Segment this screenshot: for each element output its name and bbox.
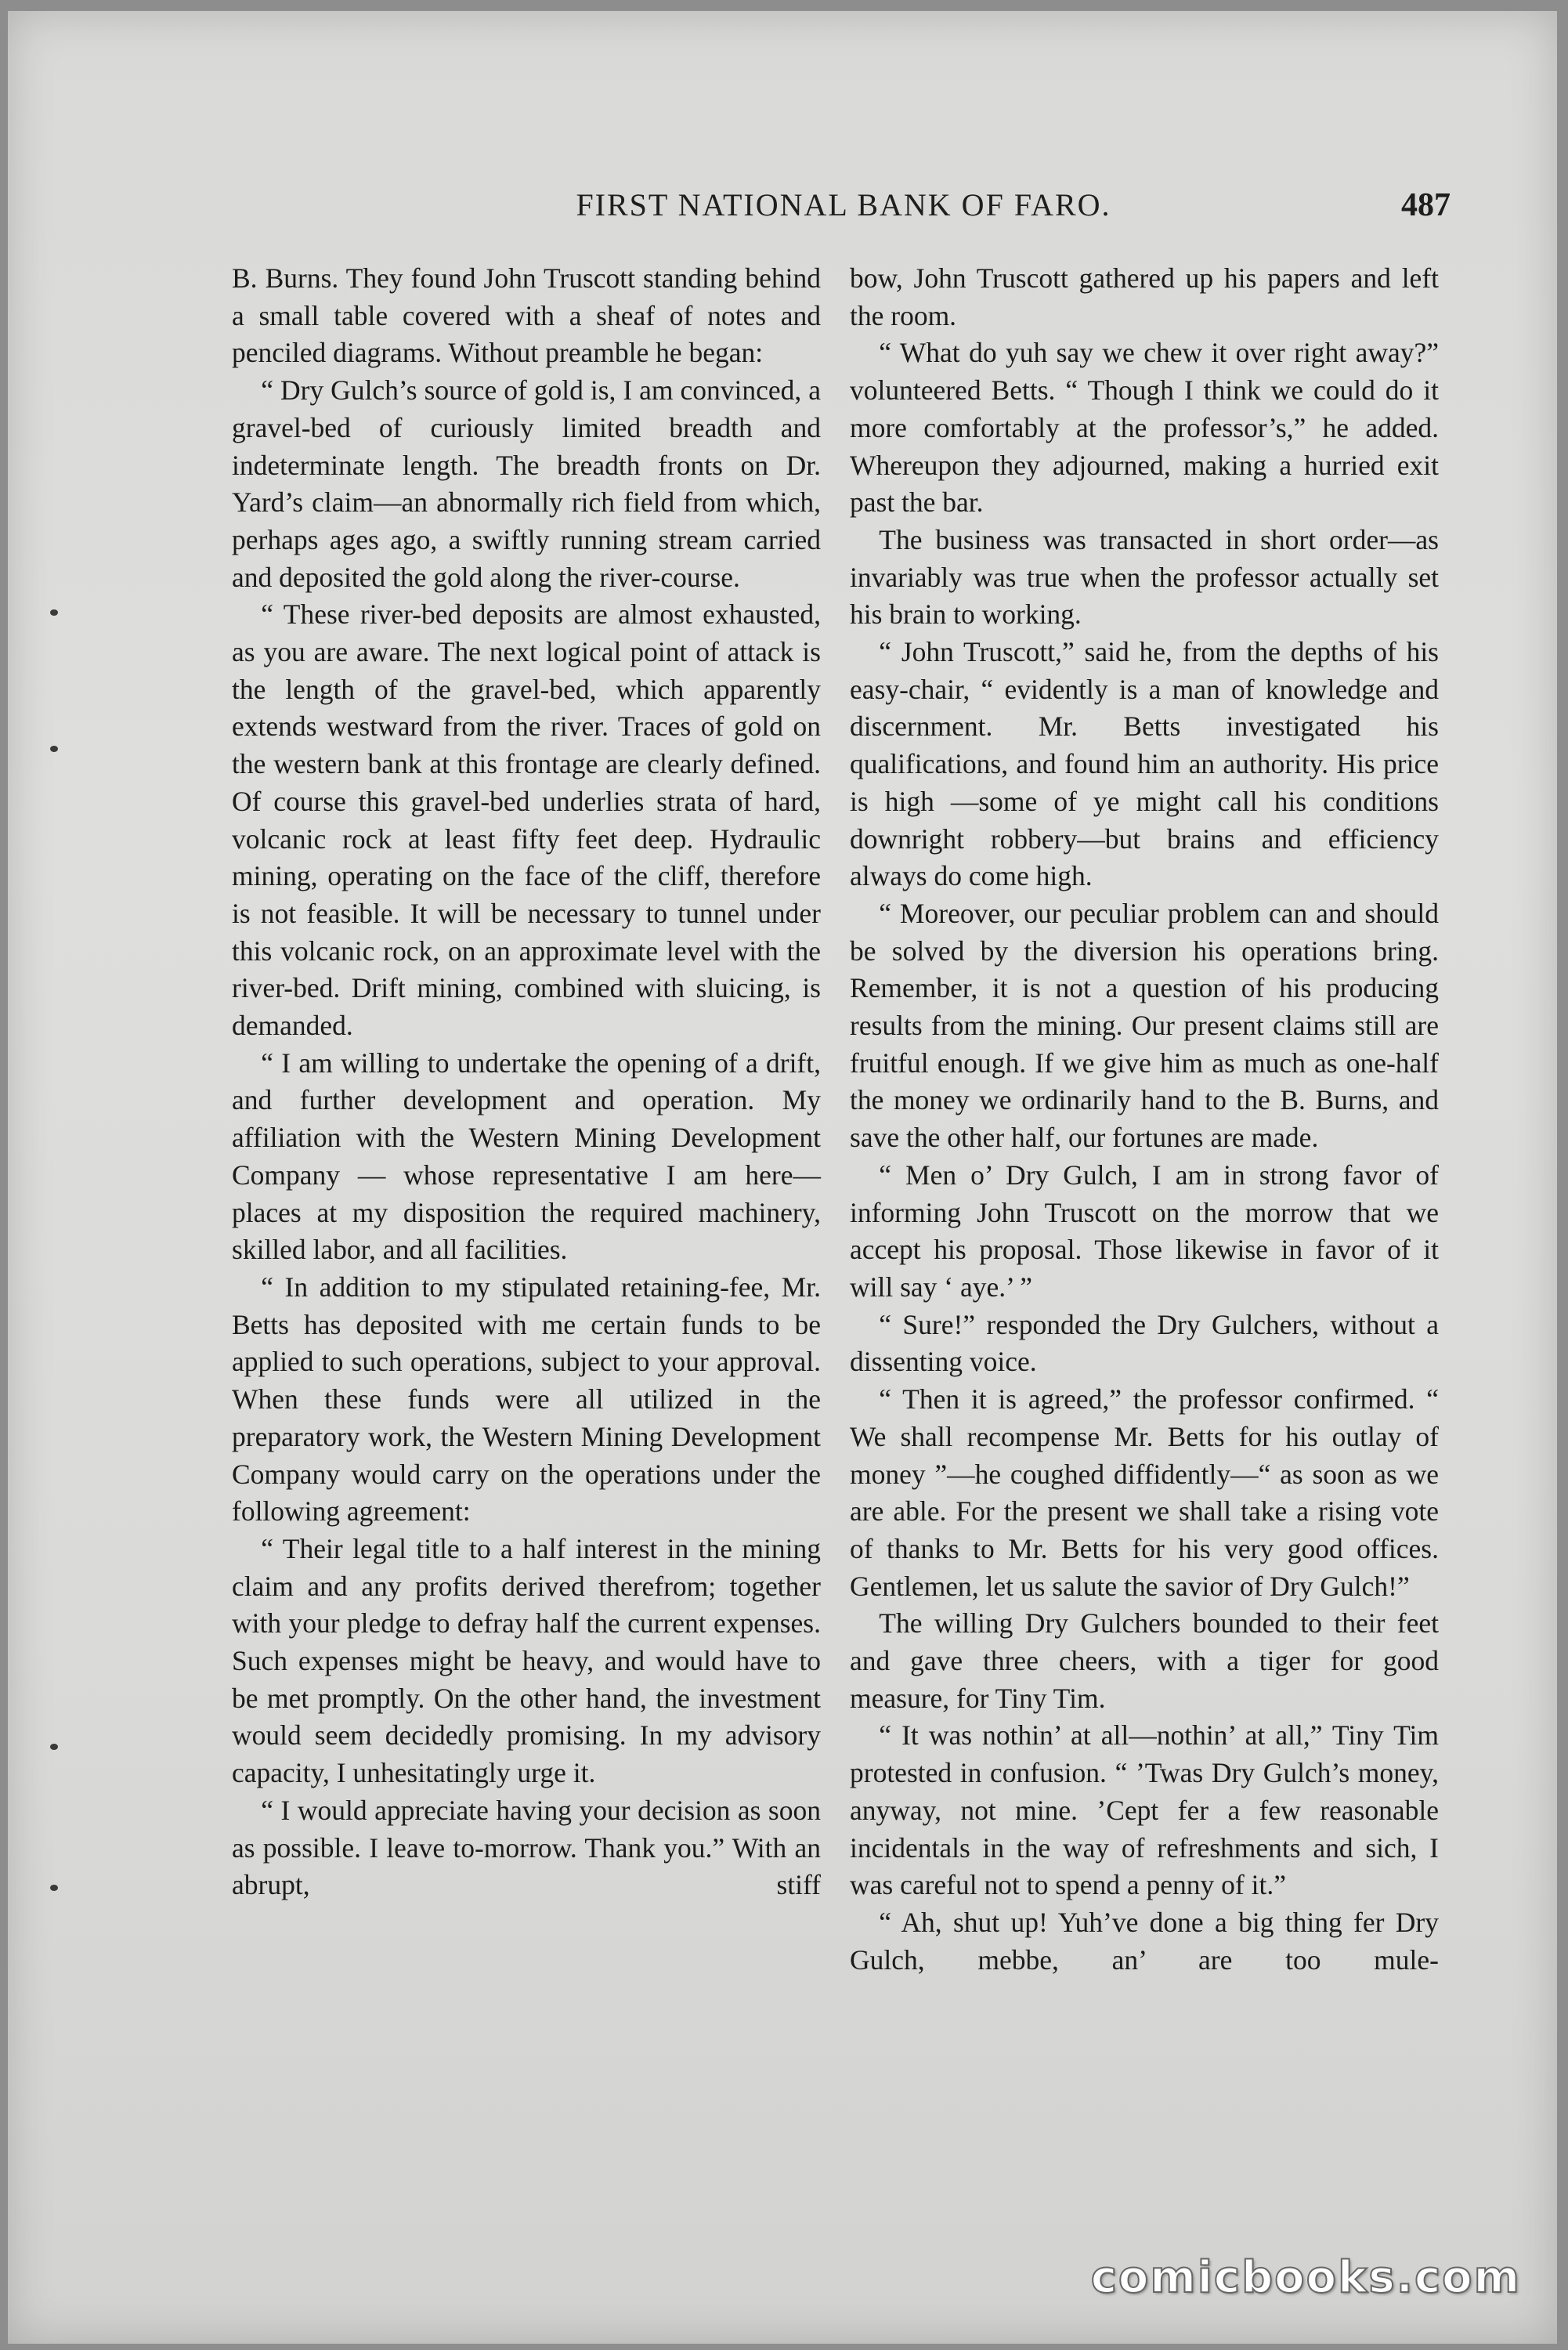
page-number: 487: [1401, 187, 1451, 223]
paragraph: “ John Truscott,” said he, from the depths of his easy-chair, “ evidently is a man of knowledge and discernment. Mr. Betts investigated his qualifications, and found him an authority. His price is high —some of ye might call his conditions downright robbery—but brains and efficiency always do come high.: [850, 636, 1439, 892]
paragraph: “ Men o’ Dry Gulch, I am in strong favor of informing John Truscott on the morrow that we accept his proposal. Those likewise in favor of it will say ‘ aye.’ ”: [850, 1159, 1439, 1303]
paragraph: “ What do yuh say we chew it over right away?” volunteered Betts. “ Though I think we could do it more comfortably at the professor’s,” he added. Whereupon they adjourned, making a hurried exit past the bar.: [850, 337, 1439, 519]
text-column-left: [232, 260, 821, 1904]
paragraph: B. Burns. They found John Truscott standing behind a small table covered with a sheaf of notes and penciled diagrams. Without preamble he began:: [232, 262, 821, 369]
running-title: FIRST NATIONAL BANK OF FARO.: [576, 187, 1111, 222]
book-page: [8, 11, 1557, 2344]
binding-hole-mark: [50, 609, 58, 616]
paragraph: The business was transacted in short order—as invariably was true when the professor actually set his brain to working.: [850, 523, 1439, 631]
paragraph: “ Dry Gulch’s source of gold is, I am convinced, a gravel-bed of curiously limited breadth and indeterminate length. The breadth fronts on Dr. Yard’s claim—an abnormally rich field from which, perhaps ages ago, a swiftly running stream carried and deposited the gold along the river-course.: [232, 374, 821, 593]
text-column-right: [850, 260, 1439, 1979]
paragraph: “ These river-bed deposits are almost exhausted, as you are aware. The next logical point of attack is the length of the gravel-bed, which apparently extends westward from the river. Traces of gold on the western bank at this frontage are clearly defined. Of course this gravel-bed underlies strata of hard, volcanic rock at least fifty feet deep. Hydraulic mining, operating on the face of the cliff, therefore is not feasible. It will be necessary to tunnel under this volcanic rock, on an approximate level with the river-bed. Drift mining, combined with sluicing, is demanded.: [232, 598, 821, 1042]
paragraph: “ I am willing to undertake the opening of a drift, and further development and operation. My affiliation with the Western Mining Development Company — whose representative I am here—places at my disposition the required machinery, skilled labor, and all facilities.: [232, 1047, 821, 1266]
paragraph: “ Ah, shut up! Yuh’ve done a big thing fer Dry Gulch, mebbe, an’ are too mule-: [850, 1906, 1439, 1976]
paragraph: The willing Dry Gulchers bounded to their feet and gave three cheers, with a tiger for good measure, for Tiny Tim.: [850, 1607, 1439, 1714]
binding-hole-mark: [50, 1885, 58, 1891]
paragraph: bow, John Truscott gathered up his papers and left the room.: [850, 262, 1439, 331]
watermark-logo: comicbooks.com: [1090, 2252, 1521, 2303]
running-head: [237, 186, 1451, 233]
binding-hole-mark: [50, 1744, 58, 1750]
paragraph: “ In addition to my stipulated retaining-fee, Mr. Betts has deposited with me certain funds to be applied to such operations, subject to your approval. When these funds were all utilized in the preparatory work, the Western Mining Development Company would carry on the operations under the following agreement:: [232, 1271, 821, 1528]
paragraph: “ I would appreciate having your decision as soon as possible. I leave to-morrow. Thank you.” With an abrupt, stiff: [232, 1794, 821, 1901]
paragraph: “ Sure!” responded the Dry Gulchers, without a dissenting voice.: [850, 1308, 1439, 1378]
paragraph: “ Their legal title to a half interest in the mining claim and any profits derived therefrom; together with your pledge to defray half the current expenses. Such expenses might be heavy, and would have to be met promptly. On the other hand, the investment would seem decidedly promising. In my advisory capacity, I unhesitatingly urge it.: [232, 1532, 821, 1789]
paragraph: “ Then it is agreed,” the professor confirmed. “ We shall recompense Mr. Betts for his outlay of money ”—he coughed diffidently—“ as soon as we are able. For the present we shall take a rising vote of thanks to Mr. Betts for his very good offices. Gentlemen, let us salute the savior of Dry Gulch!”: [850, 1383, 1439, 1602]
binding-hole-mark: [50, 746, 58, 752]
paragraph: “ Moreover, our peculiar problem can and should be solved by the diversion his operations bring. Remember, it is not a question of his producing results from the mining. Our present claims still are fruitful enough. If we give him as much as one-half the money we ordinarily hand to the B. Burns, and save the other half, our fortunes are made.: [850, 897, 1439, 1154]
paragraph: “ It was nothin’ at all—nothin’ at all,” Tiny Tim protested in confusion. “ ’Twas Dry Gulch’s money, anyway, not mine. ’Cept fer a few reasonable incidentals in the way of refreshments and sich, I was careful not to spend a penny of it.”: [850, 1719, 1439, 1901]
